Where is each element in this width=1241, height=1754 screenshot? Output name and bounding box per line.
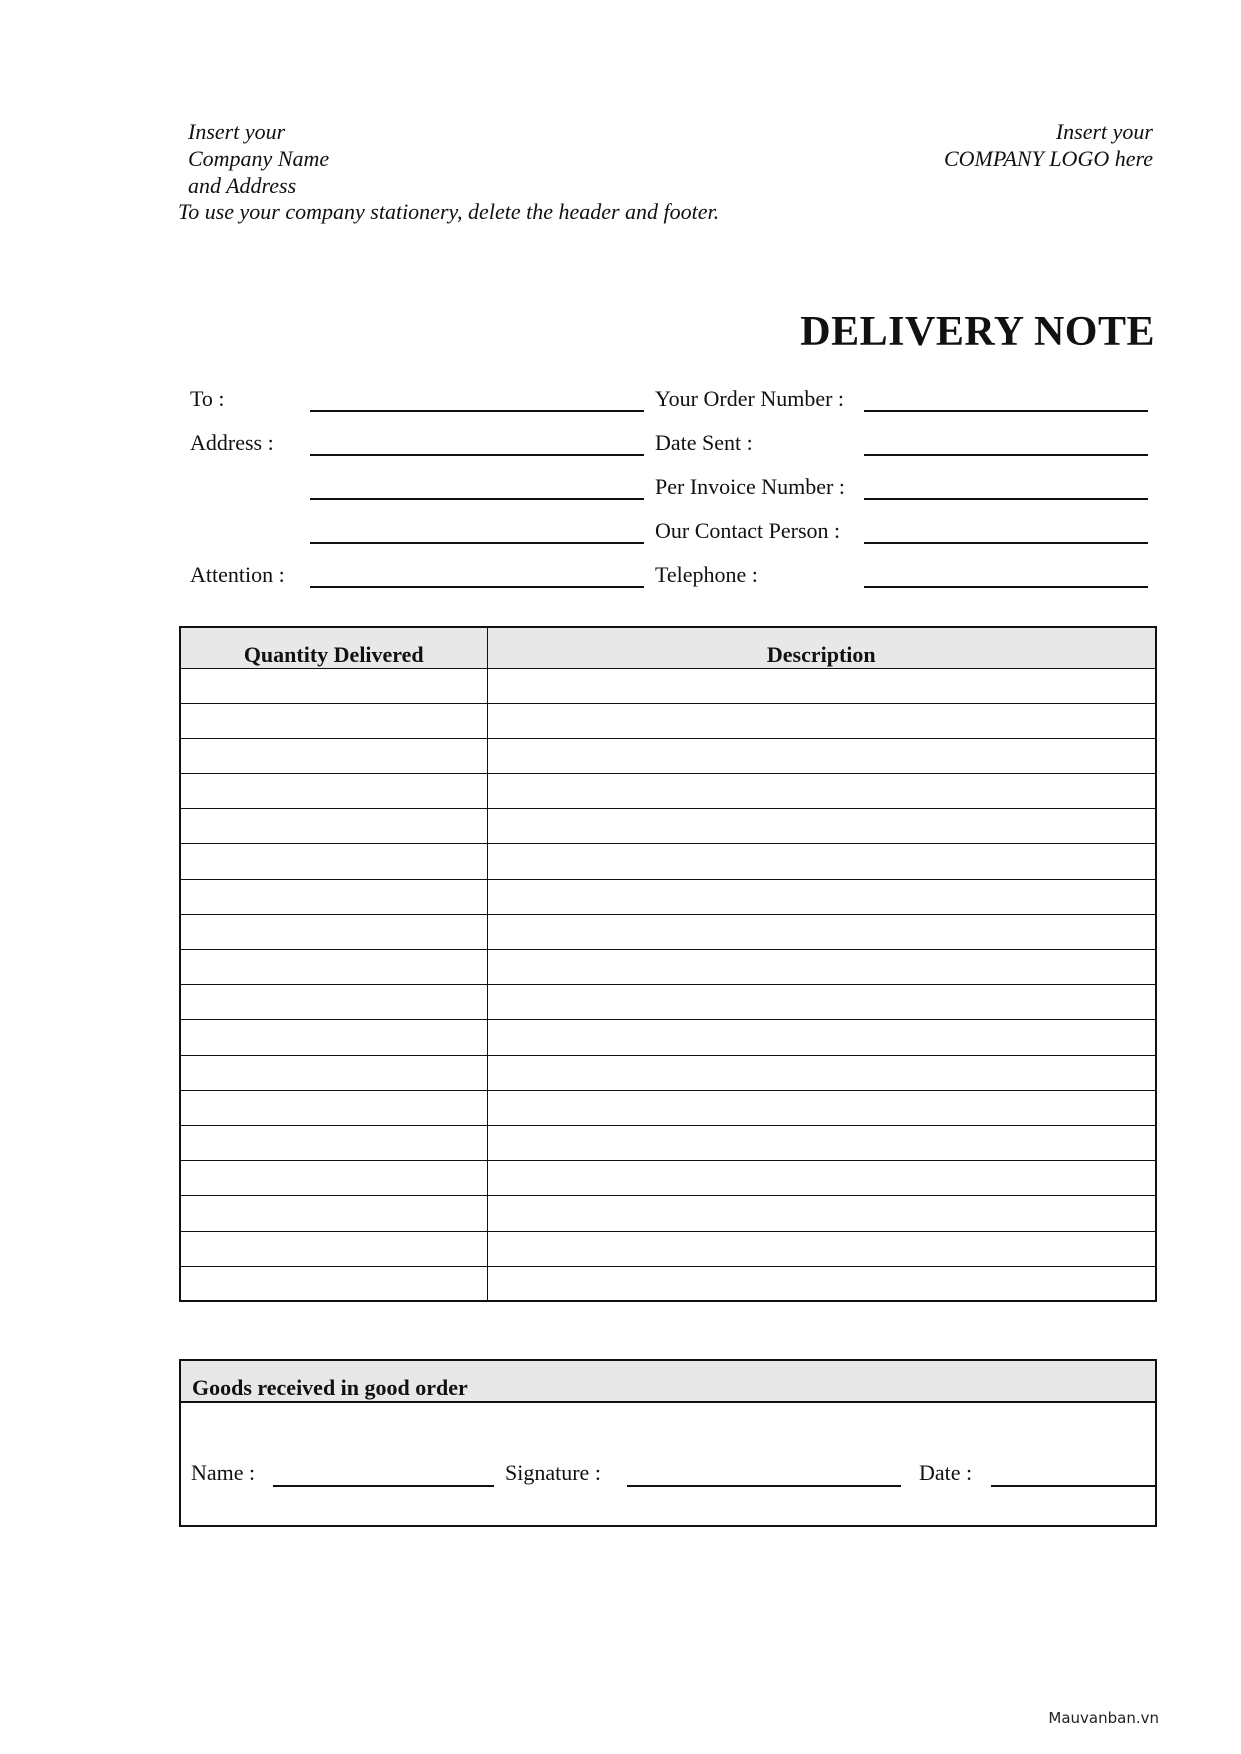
- quantity-cell[interactable]: [180, 1196, 487, 1231]
- quantity-cell[interactable]: [180, 1266, 487, 1301]
- company-line-2: Company Name: [188, 146, 330, 171]
- table-row: [180, 1161, 1156, 1196]
- table-row: [180, 738, 1156, 773]
- description-cell[interactable]: [487, 738, 1156, 773]
- receipt-box: [179, 1359, 1157, 1527]
- quantity-cell[interactable]: [180, 1231, 487, 1266]
- receipt-date-field[interactable]: [991, 1485, 1157, 1487]
- table-row: [180, 1055, 1156, 1090]
- receipt-heading: Goods received in good order: [181, 1361, 1155, 1403]
- quantity-cell[interactable]: [180, 950, 487, 985]
- description-cell[interactable]: [487, 1020, 1156, 1055]
- address-field-line-3[interactable]: [310, 542, 644, 544]
- description-cell[interactable]: [487, 985, 1156, 1020]
- quantity-cell[interactable]: [180, 1161, 487, 1196]
- logo-line-2: COMPANY LOGO here: [943, 146, 1153, 171]
- contact-person-label: Our Contact Person :: [655, 518, 841, 543]
- company-address-placeholder: [188, 118, 329, 199]
- description-cell[interactable]: [487, 809, 1156, 844]
- to-field[interactable]: [310, 410, 644, 412]
- description-cell[interactable]: [487, 1161, 1156, 1196]
- table-row: [180, 914, 1156, 949]
- receipt-signature-label: Signature :: [505, 1460, 601, 1485]
- description-cell[interactable]: [487, 879, 1156, 914]
- items-table: [179, 626, 1157, 1302]
- description-cell[interactable]: [487, 668, 1156, 703]
- quantity-cell[interactable]: [180, 879, 487, 914]
- description-cell[interactable]: [487, 1266, 1156, 1301]
- quantity-cell[interactable]: [180, 703, 487, 738]
- order-number-field[interactable]: [864, 410, 1148, 412]
- description-cell[interactable]: [487, 1196, 1156, 1231]
- table-row: [180, 985, 1156, 1020]
- quantity-cell[interactable]: [180, 985, 487, 1020]
- receipt-date-label: Date :: [919, 1460, 973, 1485]
- stationery-note: To use your company stationery, delete the header and footer.: [178, 199, 720, 224]
- date-sent-label: Date Sent :: [655, 430, 753, 455]
- invoice-number-field[interactable]: [864, 498, 1148, 500]
- quantity-delivered-header: Quantity Delivered: [180, 627, 487, 668]
- description-cell[interactable]: [487, 914, 1156, 949]
- quantity-cell[interactable]: [180, 1125, 487, 1160]
- table-row: [180, 1090, 1156, 1125]
- address-field-line-2[interactable]: [310, 498, 644, 500]
- table-row: [180, 809, 1156, 844]
- quantity-cell[interactable]: [180, 844, 487, 879]
- table-row: [180, 950, 1156, 985]
- contact-person-field[interactable]: [864, 542, 1148, 544]
- items-body: [180, 668, 1156, 1301]
- document-title: DELIVERY NOTE: [800, 309, 1155, 355]
- receipt-name-field[interactable]: [273, 1485, 494, 1487]
- table-row: [180, 844, 1156, 879]
- date-sent-field[interactable]: [864, 454, 1148, 456]
- quantity-cell[interactable]: [180, 1020, 487, 1055]
- table-header-row: [180, 627, 1156, 668]
- quantity-cell[interactable]: [180, 1055, 487, 1090]
- quantity-cell[interactable]: [180, 1090, 487, 1125]
- description-cell[interactable]: [487, 844, 1156, 879]
- description-cell[interactable]: [487, 774, 1156, 809]
- description-cell[interactable]: [487, 1125, 1156, 1160]
- quantity-cell[interactable]: [180, 774, 487, 809]
- description-cell[interactable]: [487, 950, 1156, 985]
- receipt-name-label: Name :: [191, 1460, 256, 1485]
- table-row: [180, 1020, 1156, 1055]
- logo-placeholder: [944, 118, 1153, 172]
- receipt-signature-field[interactable]: [627, 1485, 901, 1487]
- quantity-cell[interactable]: [180, 809, 487, 844]
- attention-label: Attention :: [190, 562, 285, 587]
- company-line-3: and Address: [188, 173, 297, 198]
- description-cell[interactable]: [487, 1055, 1156, 1090]
- footer-source: Mauvanban.vn: [1048, 1709, 1159, 1727]
- description-cell[interactable]: [487, 703, 1156, 738]
- quantity-cell[interactable]: [180, 914, 487, 949]
- table-row: [180, 668, 1156, 703]
- table-row: [180, 1196, 1156, 1231]
- table-row: [180, 703, 1156, 738]
- description-header: Description: [487, 627, 1156, 668]
- description-cell[interactable]: [487, 1231, 1156, 1266]
- to-label: To :: [190, 386, 225, 411]
- company-line-1: Insert your: [188, 119, 286, 144]
- telephone-label: Telephone :: [655, 562, 758, 587]
- table-row: [180, 1125, 1156, 1160]
- table-row: [180, 1231, 1156, 1266]
- description-cell[interactable]: [487, 1090, 1156, 1125]
- address-label: Address :: [190, 430, 274, 455]
- invoice-number-label: Per Invoice Number :: [655, 474, 845, 499]
- attention-field[interactable]: [310, 586, 644, 588]
- quantity-cell[interactable]: [180, 668, 487, 703]
- quantity-cell[interactable]: [180, 738, 487, 773]
- logo-line-1: Insert your: [1055, 119, 1153, 144]
- table-row: [180, 774, 1156, 809]
- telephone-field[interactable]: [864, 586, 1148, 588]
- table-row: [180, 879, 1156, 914]
- table-row: [180, 1266, 1156, 1301]
- order-number-label: Your Order Number :: [655, 386, 845, 411]
- address-field-line-1[interactable]: [310, 454, 644, 456]
